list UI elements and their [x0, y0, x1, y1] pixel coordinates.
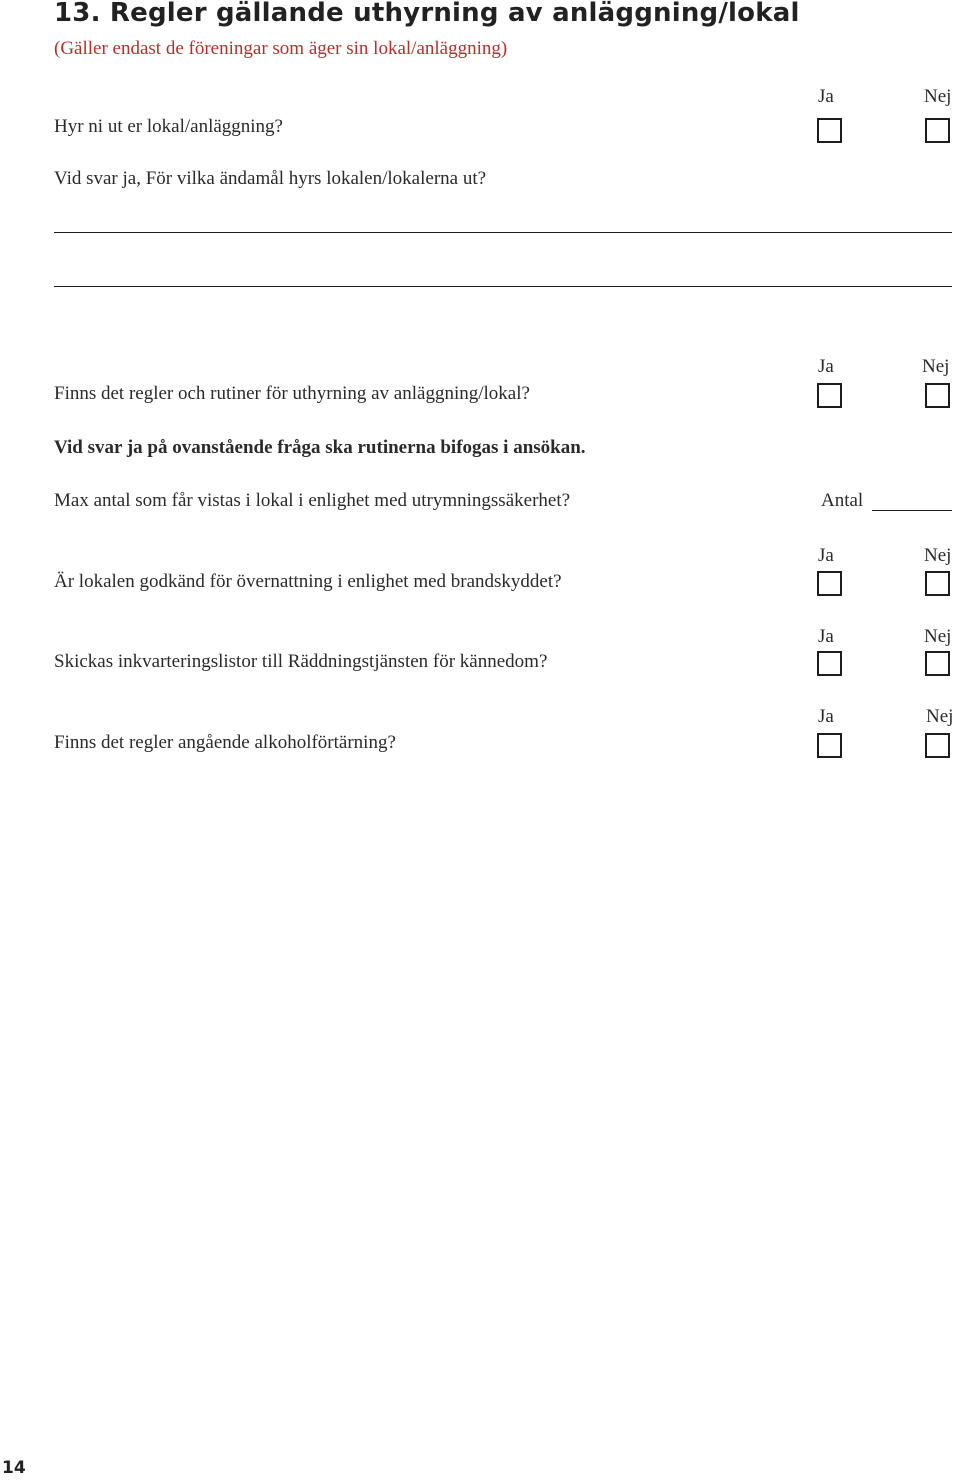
q2-no-checkbox[interactable]	[925, 383, 950, 408]
q6-no-label: Nej	[926, 706, 954, 727]
q1-followup-text: Vid svar ja, För vilka ändamål hyrs lokalen/lokalerna ut?	[54, 168, 487, 189]
section-heading: 13. Regler gällande uthyrning av anläggning/lokal	[54, 0, 800, 28]
q1-no-checkbox[interactable]	[925, 118, 950, 143]
q4-text: Är lokalen godkänd för övernattning i enlighet med brandskyddet?	[54, 571, 562, 592]
q2-yes-checkbox[interactable]	[817, 383, 842, 408]
q1-text: Hyr ni ut er lokal/anläggning?	[54, 116, 283, 137]
q4-no-checkbox[interactable]	[925, 571, 950, 596]
q1-yes-checkbox[interactable]	[817, 118, 842, 143]
answer-line-1[interactable]	[54, 232, 952, 233]
q5-no-label: Nej	[924, 626, 952, 647]
q5-text: Skickas inkvarteringslistor till Räddningstjänsten för kännedom?	[54, 651, 548, 672]
q5-yes-checkbox[interactable]	[817, 651, 842, 676]
page-number: 14	[2, 1458, 26, 1478]
q6-text: Finns det regler angående alkoholförtärning?	[54, 732, 396, 753]
q1-no-label: Nej	[924, 86, 952, 107]
q5-yes-label: Ja	[818, 626, 834, 647]
q3-text: Max antal som får vistas i lokal i enlighet med utrymningssäkerhet?	[54, 490, 571, 511]
q6-yes-checkbox[interactable]	[817, 733, 842, 758]
q5-no-checkbox[interactable]	[925, 651, 950, 676]
count-label: Antal	[821, 490, 864, 511]
answer-line-2[interactable]	[54, 286, 952, 287]
q4-no-label: Nej	[924, 545, 952, 566]
section-subheading: (Gäller endast de föreningar som äger sin lokal/anläggning)	[54, 38, 508, 59]
count-field[interactable]	[872, 510, 952, 511]
q2-text: Finns det regler och rutiner för uthyrning av anläggning/lokal?	[54, 383, 530, 404]
q4-yes-label: Ja	[818, 545, 834, 566]
q2-note: Vid svar ja på ovanstående fråga ska rutinerna bifogas i ansökan.	[54, 437, 586, 458]
q1-yes-label: Ja	[818, 86, 834, 107]
q4-yes-checkbox[interactable]	[817, 571, 842, 596]
q2-no-label: Nej	[922, 356, 950, 377]
q2-yes-label: Ja	[818, 356, 834, 377]
q6-yes-label: Ja	[818, 706, 834, 727]
q6-no-checkbox[interactable]	[925, 733, 950, 758]
